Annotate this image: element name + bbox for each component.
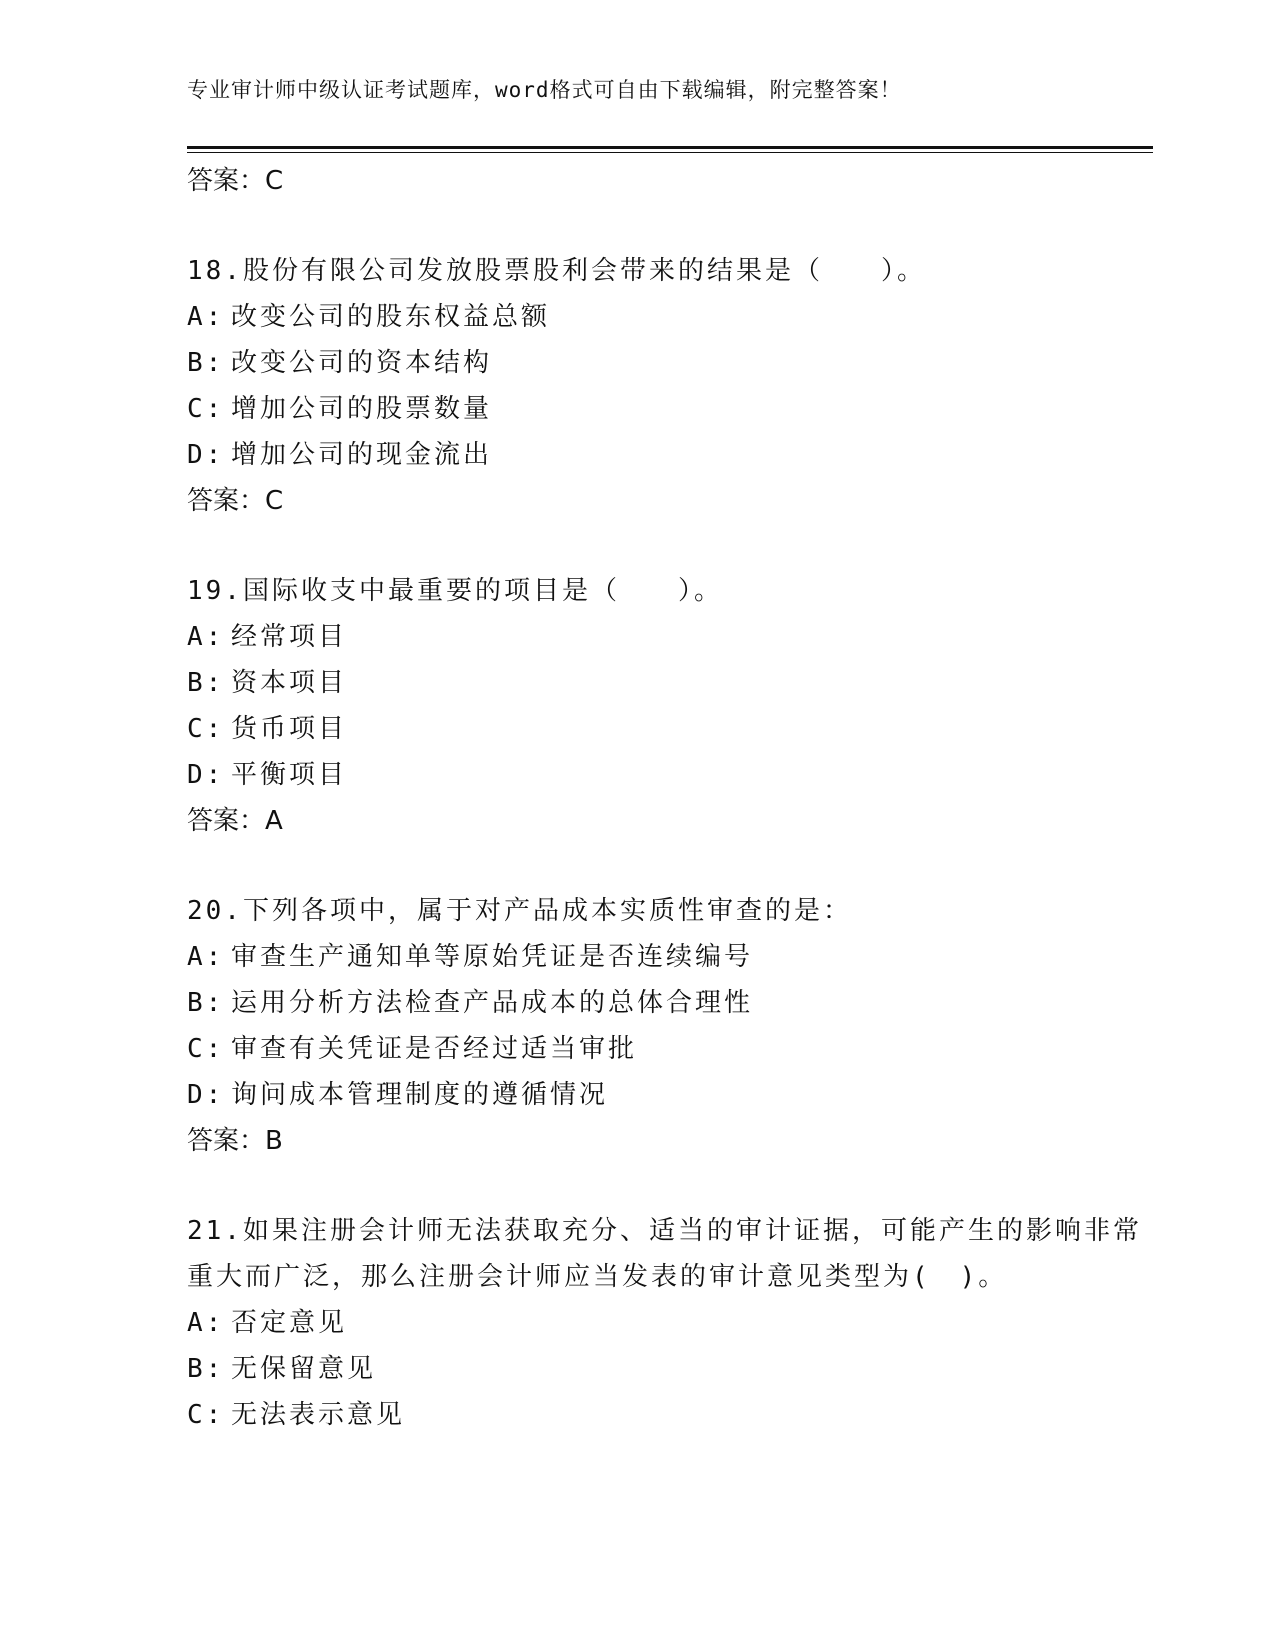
option-d — [187, 432, 1147, 478]
option-key: D: — [187, 1080, 225, 1110]
previous-question-answer: 答案：C — [187, 166, 284, 196]
option-key: C: — [187, 714, 225, 744]
option-key: A: — [187, 302, 225, 332]
option-d — [187, 752, 1147, 798]
question-list — [187, 158, 1147, 1438]
option-c — [187, 706, 1147, 752]
option-text: 无法表示意见 — [231, 1400, 406, 1430]
option-text: 货币项目 — [231, 714, 348, 744]
question-block — [187, 568, 1147, 844]
option-key: A: — [187, 622, 225, 652]
option-key: C: — [187, 1400, 225, 1430]
question-stem: 18.股份有限公司发放股票股利会带来的结果是（ ）。 — [187, 256, 926, 286]
option-key: B: — [187, 348, 225, 378]
option-c — [187, 386, 1147, 432]
option-key: B: — [187, 988, 225, 1018]
option-key: B: — [187, 668, 225, 698]
option-text: 平衡项目 — [231, 760, 348, 790]
question-block — [187, 1208, 1147, 1438]
option-text: 询问成本管理制度的遵循情况 — [231, 1080, 609, 1110]
option-b — [187, 1346, 1147, 1392]
option-b — [187, 980, 1147, 1026]
option-key: B: — [187, 1354, 225, 1384]
option-text: 增加公司的现金流出 — [231, 440, 493, 470]
question-stem: 20.下列各项中，属于对产品成本实质性审查的是： — [187, 896, 852, 926]
option-d — [187, 1072, 1147, 1118]
answer-line: 答案：A — [187, 806, 283, 836]
question-stem: 21.如果注册会计师无法获取充分、适当的审计证据，可能产生的影响非常重大而广泛，那么注册会计师应当发表的审计意见类型为( )。 — [187, 1216, 1142, 1292]
option-text: 运用分析方法检查产品成本的总体合理性 — [231, 988, 754, 1018]
option-text: 资本项目 — [231, 668, 348, 698]
page-header: 专业审计师中级认证考试题库，word格式可自由下载编辑，附完整答案！ — [187, 78, 902, 102]
option-key: D: — [187, 760, 225, 790]
option-key: C: — [187, 1034, 225, 1064]
option-key: C: — [187, 394, 225, 424]
option-key: A: — [187, 1308, 225, 1338]
header-divider-thin — [187, 152, 1153, 153]
question-block — [187, 888, 1147, 1164]
spacer — [187, 204, 1147, 248]
option-a — [187, 1300, 1147, 1346]
option-b — [187, 660, 1147, 706]
spacer — [187, 844, 1147, 888]
option-text: 否定意见 — [231, 1308, 348, 1338]
header-divider-thick — [187, 146, 1153, 149]
option-c — [187, 1392, 1147, 1438]
answer-line: 答案：B — [187, 1126, 283, 1156]
option-text: 改变公司的资本结构 — [231, 348, 493, 378]
option-text: 无保留意见 — [231, 1354, 377, 1384]
option-c — [187, 1026, 1147, 1072]
answer-line: 答案：C — [187, 486, 284, 516]
spacer — [187, 524, 1147, 568]
option-b — [187, 340, 1147, 386]
option-a — [187, 614, 1147, 660]
option-a — [187, 934, 1147, 980]
spacer — [187, 1164, 1147, 1208]
option-text: 审查有关凭证是否经过适当审批 — [231, 1034, 638, 1064]
option-text: 增加公司的股票数量 — [231, 394, 493, 424]
question-stem: 19.国际收支中最重要的项目是（ ）。 — [187, 576, 723, 606]
option-key: D: — [187, 440, 225, 470]
question-block — [187, 248, 1147, 524]
option-key: A: — [187, 942, 225, 972]
option-text: 改变公司的股东权益总额 — [231, 302, 551, 332]
option-text: 审查生产通知单等原始凭证是否连续编号 — [231, 942, 754, 972]
option-a — [187, 294, 1147, 340]
option-text: 经常项目 — [231, 622, 348, 652]
